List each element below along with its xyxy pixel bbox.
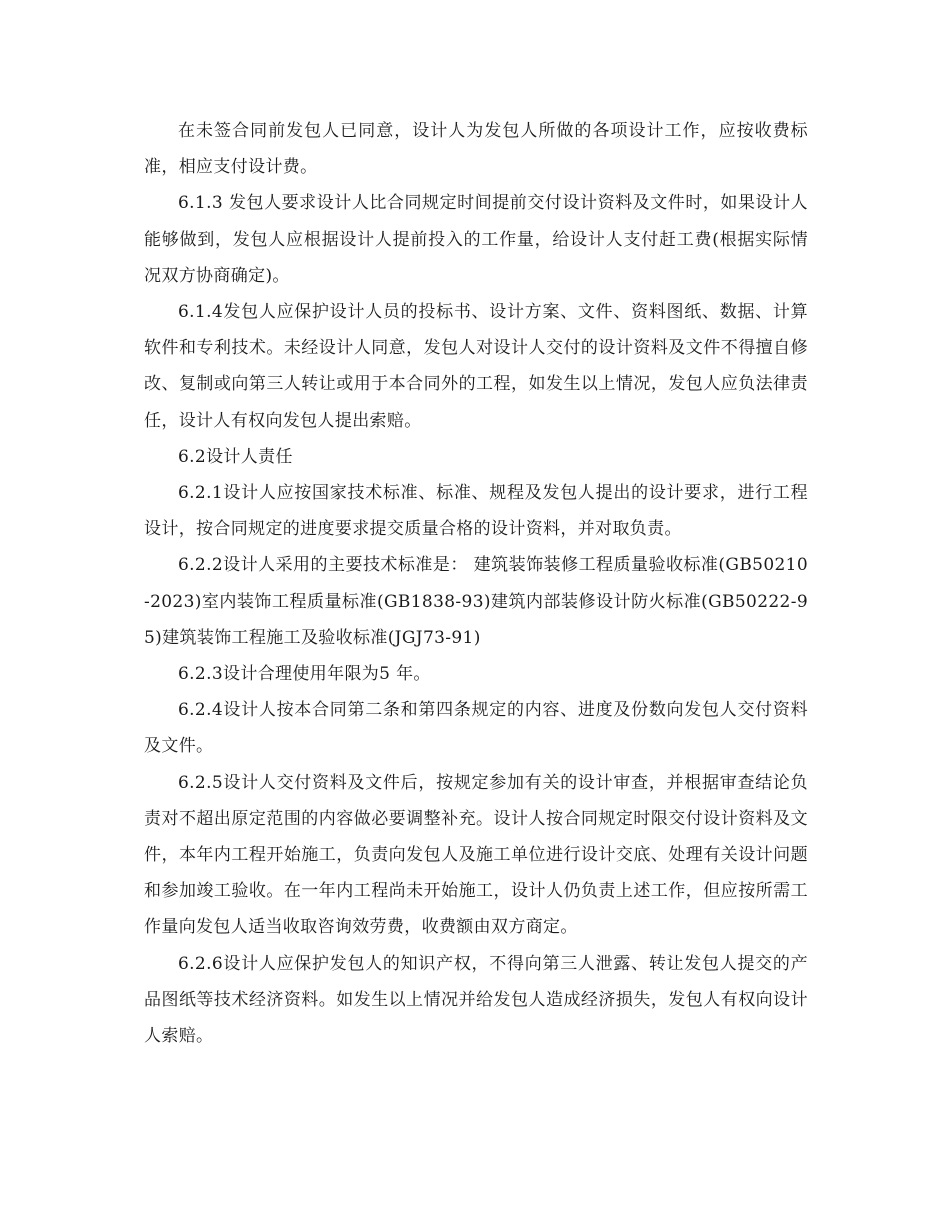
paragraph-6-2-1: 6.2.1设计人应按国家技术标准、标准、规程及发包人提出的设计要求，进行工程设计，按合同规定的进度要求提交质量合格的设计资料，并对取负责。 <box>144 483 808 540</box>
paragraph-design-fee: 在未签合同前发包人已同意，设计人为发包人所做的各项设计工作，应按收费标准，相应支付设计费。 <box>144 121 808 178</box>
paragraph-6-2-5: 6.2.5设计人交付资料及文件后，按规定参加有关的设计审查，并根据审查结论负责对不超出原定范围的内容做必要调整补充。设计人按合同规定时限交付设计资料及文件，本年内工程开始施工，负责向发包人及施工单位进行设计交底、处理有关设计问题和参加竣工验收。在一年内工程尚未开始施工，设计人仍负责上述工作，但应按所需工作量向发包人适当收取咨询效劳费，收费额由双方商定。 <box>144 772 808 938</box>
paragraph-6-2-4: 6.2.4设计人按本合同第二条和第四条规定的内容、进度及份数向发包人交付资料及文件。 <box>144 700 808 757</box>
paragraph-6-2-3: 6.2.3设计合理使用年限为5 年。 <box>178 664 431 685</box>
paragraph-6-2-6: 6.2.6设计人应保护发包人的知识产权，不得向第三人泄露、转让发包人提交的产品图纸等技术经济资料。如发生以上情况并给发包人造成经济损失，发包人有权向设计人索赔。 <box>144 953 808 1047</box>
section-heading-6-2: 6.2设计人责任 <box>178 446 293 467</box>
document-page <box>144 113 808 1054</box>
paragraph-6-1-4: 6.1.4发包人应保护设计人员的投标书、设计方案、文件、资料图纸、数据、计算软件和专利技术。未经设计人同意，发包人对设计人交付的设计资料及文件不得擅自修改、复制或向第三人转让或用于本合同外的工程，如发生以上情况，发包人应负法律责任，设计人有权向发包人提出索赔。 <box>144 302 808 431</box>
paragraph-6-1-3: 6.1.3 发包人要求设计人比合同规定时间提前交付设计资料及文件时，如果设计人能够做到，发包人应根据设计人提前投入的工作量，给设计人支付赶工费(根据实际情况双方协商确定)。 <box>144 193 808 286</box>
paragraph-6-2-2: 6.2.2设计人采用的主要技术标准是： 建筑装饰装修工程质量验收标准(GB50210-2023)室内装饰工程质量标准(GB1838-93)建筑内部装修设计防火标准(GB50222-95)建筑装饰工程施工及验收标准(JGJ73-91) <box>144 555 808 648</box>
